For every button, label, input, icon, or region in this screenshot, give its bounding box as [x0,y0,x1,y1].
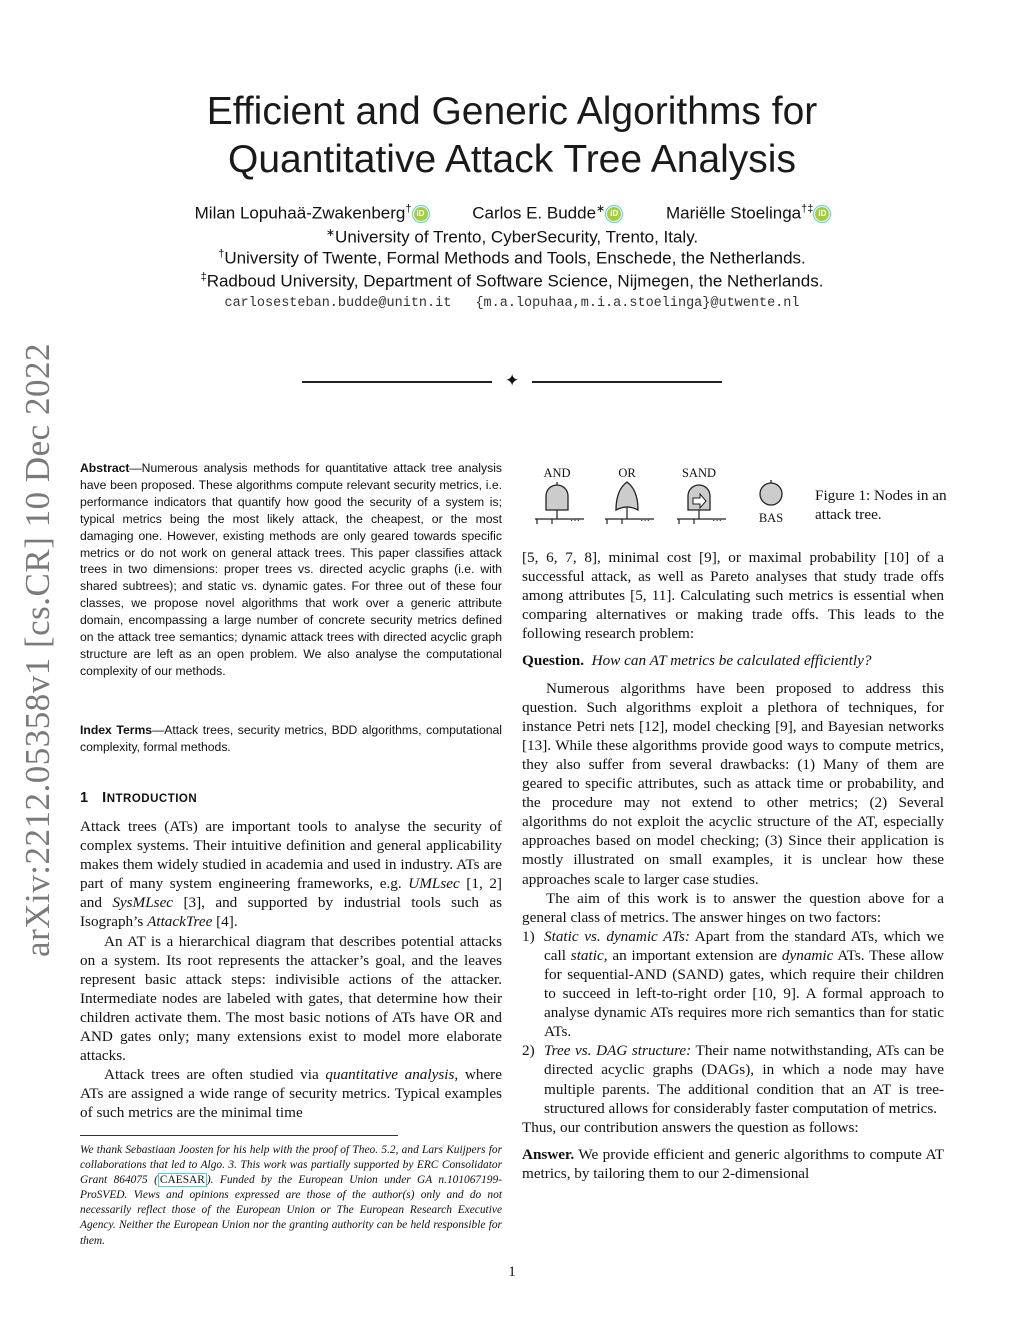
page-number: 1 [508,1264,516,1280]
author-3-name: Mariëlle Stoelinga [665,203,802,223]
text-run: [1, 2] and [80,875,502,912]
abstract [80,460,502,680]
text-run: [3], and supported by industrial tools such as Isograph’s [80,894,502,931]
author-2-name: Carlos E. Budde [472,203,597,223]
right-paragraph-2: Numerous algorithms have been proposed to address this question. Such algorithms exploit a plethora of techniques, for instance Petri nets [12], model checking [9], and Bayesian networks [13]. While these algorithms provide good ways to compute metrics, they also suffer from several drawbacks: (1) Many of them are geared to specific attributes, such as attack time or probability, and the procedure may not extend to other metrics; (2) Several algorithms do not exploit the acyclic structure of the AT, especially approaches based on model checking; (3) Since their application is mostly illustrated on small examples, it is unclear how these approaches scale to larger case studies. [522,679,944,888]
list-item-text [544,928,944,1040]
footnote [80,1143,502,1249]
right-paragraph-4: Thus, our contribution answers the question as follows: [522,1118,859,1136]
paper-title [100,88,924,184]
author-1 [195,203,428,224]
orcid-icon[interactable]: iD [414,207,428,221]
text-run: , where ATs are assigned a wide range of security metrics. Typical examples of such metrics are the minimal time [80,1066,502,1122]
arxiv-stamp [18,343,58,957]
sand-gate-icon [677,485,726,527]
left-paragraph [80,817,502,932]
title-line-1: Efficient and Generic Algorithms for [206,90,818,133]
separator-diamond-icon: ✦ [505,371,520,390]
answer-label: Answer. [522,1145,575,1163]
email-line [100,296,924,311]
abstract-text: —Numerous analysis methods for quantitative attack tree analysis have been proposed. These algorithms compute relevant security metrics, i.e. performance indicators that quantify how good the security of a system is; typical metrics being the most likely attack, the cheapest, or the most damaging one. However, existing methods are only geared towards specific metrics or do not work on general attack trees. This paper classifies attack trees in two dimensions: proper trees vs. directed acyclic graphs (i.e. with shared subtrees); and static vs. dynamic gates. For three out of these four classes, we propose novel algorithms that work over a generic attribute domain, encompassing a large number of concrete security metrics defined on the attack tree semantics; dynamic attack trees with directed acyclic graph structure are left as an open problem. We also analyse the computational complexity of our methods. [80,461,502,678]
section-heading [80,790,197,806]
section-rest: NTRODUCTION [106,793,198,805]
question-text: How can AT metrics be calculated efficiently? [591,652,872,670]
left-paragraph [80,932,502,1066]
or-gate-icon [605,482,654,527]
title-separator [302,372,722,392]
factor-list [522,927,944,1118]
sand-label: SAND [681,466,717,480]
separator-line-left [302,381,492,383]
author-2-marks: ∗ [596,203,606,215]
svg-text:···: ··· [640,516,650,527]
section-first-letter: I [102,790,107,806]
emphasis-text: UMLsec [408,875,460,893]
author-3-marks: †‡ [801,203,814,215]
text-run: Attack trees (ATs) are important tools to analyse the security of complex systems. Their intuitive definition and general applicability makes them widely studied in academia and used in industry. ATs are part of many system engineering frameworks, e.g. [80,818,502,893]
list-item [522,927,944,1042]
separator-line-right [532,381,722,383]
author-1-marks: † [405,203,412,215]
right-paragraph-3: The aim of this work is to answer the question above for a general class of metrics. The answer hinges on two factors: [522,889,944,926]
index-terms-text: —Attack trees, security metrics, BDD algorithms, computational complexity, formal methods. [80,723,502,754]
affiliation-2 [100,248,924,269]
answer-text: We provide efficient and generic algorithms to compute AT metrics, by tailoring them to our 2-dimensional [522,1145,944,1182]
emphasis-text: static [570,946,604,964]
emphasis-text: Static vs. dynamic ATs: [544,927,690,945]
svg-text:···: ··· [712,516,722,527]
section-number: 1 [80,790,89,806]
caesar-link[interactable]: CAESAR [159,1174,205,1187]
figure-nodes [522,462,812,532]
emphasis-text: quantitative analysis [325,1066,455,1084]
footnote-rule [80,1135,398,1136]
title-line-2: Quantitative Attack Tree Analysis [228,138,796,181]
affiliation-text: University of Twente, Formal Methods and Tools, Enschede, the Netherlands. [224,248,806,268]
emphasis-text: AttackTree [147,913,213,931]
and-gate-icon [535,482,584,527]
footnote-text-after: ). Funded by the European Union under GA n.101067199-ProSVED. Views and opinions expressed are those of the author(s) only and do not necessarily reflect those of the European Union or The European Research Executive Agency. Neither the European Union nor the granting authority can be held responsible for them. [80,1174,502,1247]
text-run: An AT is a hierarchical diagram that describes potential attacks on a system. Its root represents the attacker’s goal, and the leaves represent basic attack steps: indivisible actions of the attacker. Intermediate nodes are labeled with gates, that determine how their children activate them. The most basic notions of ATs have OR and AND gates only; many extensions exist to model more elaborate attacks. [80,932,502,1065]
affiliation-text: University of Trento, CyberSecurity, Trento, Italy. [335,227,699,247]
left-paragraph [80,1065,502,1122]
author-list [100,202,924,224]
email-budde[interactable]: carlosesteban.budde@unitn.it [224,296,452,311]
index-terms [80,722,502,756]
index-terms-label: Index Terms [80,723,153,737]
abstract-label: Abstract [80,461,130,475]
text-run: Their name notwithstanding, ATs can be directed acyclic graphs (DAGs), in which a node may have multiple parents. The additional condition that an AT is tree-structured allows for considerably faster computation of metrics. [544,1042,944,1117]
right-column-body [522,548,944,1183]
figure-caption: Figure 1: Nodes in an attack tree. [815,487,947,523]
email-twente[interactable]: {m.a.lopuhaa,m.i.a.stoelinga}@utwente.nl [475,296,800,311]
right-intro: [5, 6, 7, 8], minimal cost [9], or maximal probability [10] of a successful attack, as well as Pareto analyses that study trade offs among attributes [5, 11]. Calculating such metrics is essential when comparing alternatives or making trade offs. This leads to the following research problem: [522,549,944,643]
question-label: Question. [522,652,585,670]
text-run: ATs. These allow for sequential-AND (SAND) gates, which require their children to succeed in left-to-right order [10, 9]. A formal approach to analyse dynamic ATs requires more rich semantics than for static ATs. [544,946,944,1041]
affiliation-mark: † [218,248,225,260]
bas-label: BAS [758,511,784,525]
affiliation-text: Radboud University, Department of Software Science, Nijmegen, the Netherlands. [206,271,824,291]
text-run: Apart from the standard ATs, which we call [544,927,944,964]
affiliation-mark: ∗ [325,227,336,239]
author-1-name: Milan Lopuhaä-Zwakenberg [194,203,406,223]
emphasis-text: SysMLsec [112,894,174,912]
question-paragraph [522,651,944,670]
author-3 [666,203,829,224]
arxiv-stamp-text: arXiv:2212.05358v1 [cs.CR] 10 Dec 2022 [18,343,57,957]
svg-text:···: ··· [570,516,580,527]
text-run: Attack trees are often studied via [104,1066,326,1084]
orcid-icon[interactable]: iD [815,207,829,221]
text-run: , an important extension are [603,946,782,964]
bas-node-icon [760,483,782,505]
footnote-text-before: We thank Sebastiaan Joosten for his help with the proof of Theo. 5.2, and Lars Kuijpers for collaborations that led to Algo. 3. This work was partially supported by ERC Consolidator Grant 864075 ( [80,1144,502,1187]
or-label: OR [618,466,636,480]
list-item [522,1041,944,1117]
list-item-number: 1) [522,927,535,945]
affiliation-3 [100,271,924,292]
emphasis-text: dynamic [781,946,834,964]
list-item-text [544,1042,944,1116]
author-2 [472,202,621,224]
affiliation-1 [100,226,924,248]
and-label: AND [543,466,571,480]
emphasis-text: Tree vs. DAG structure: [544,1042,692,1060]
orcid-icon[interactable]: iD [607,207,621,221]
answer-paragraph [522,1145,944,1183]
left-column-body [80,817,502,1123]
affiliation-mark: ‡ [200,271,207,283]
text-run: [4]. [212,913,238,931]
list-item-number: 2) [522,1042,535,1060]
